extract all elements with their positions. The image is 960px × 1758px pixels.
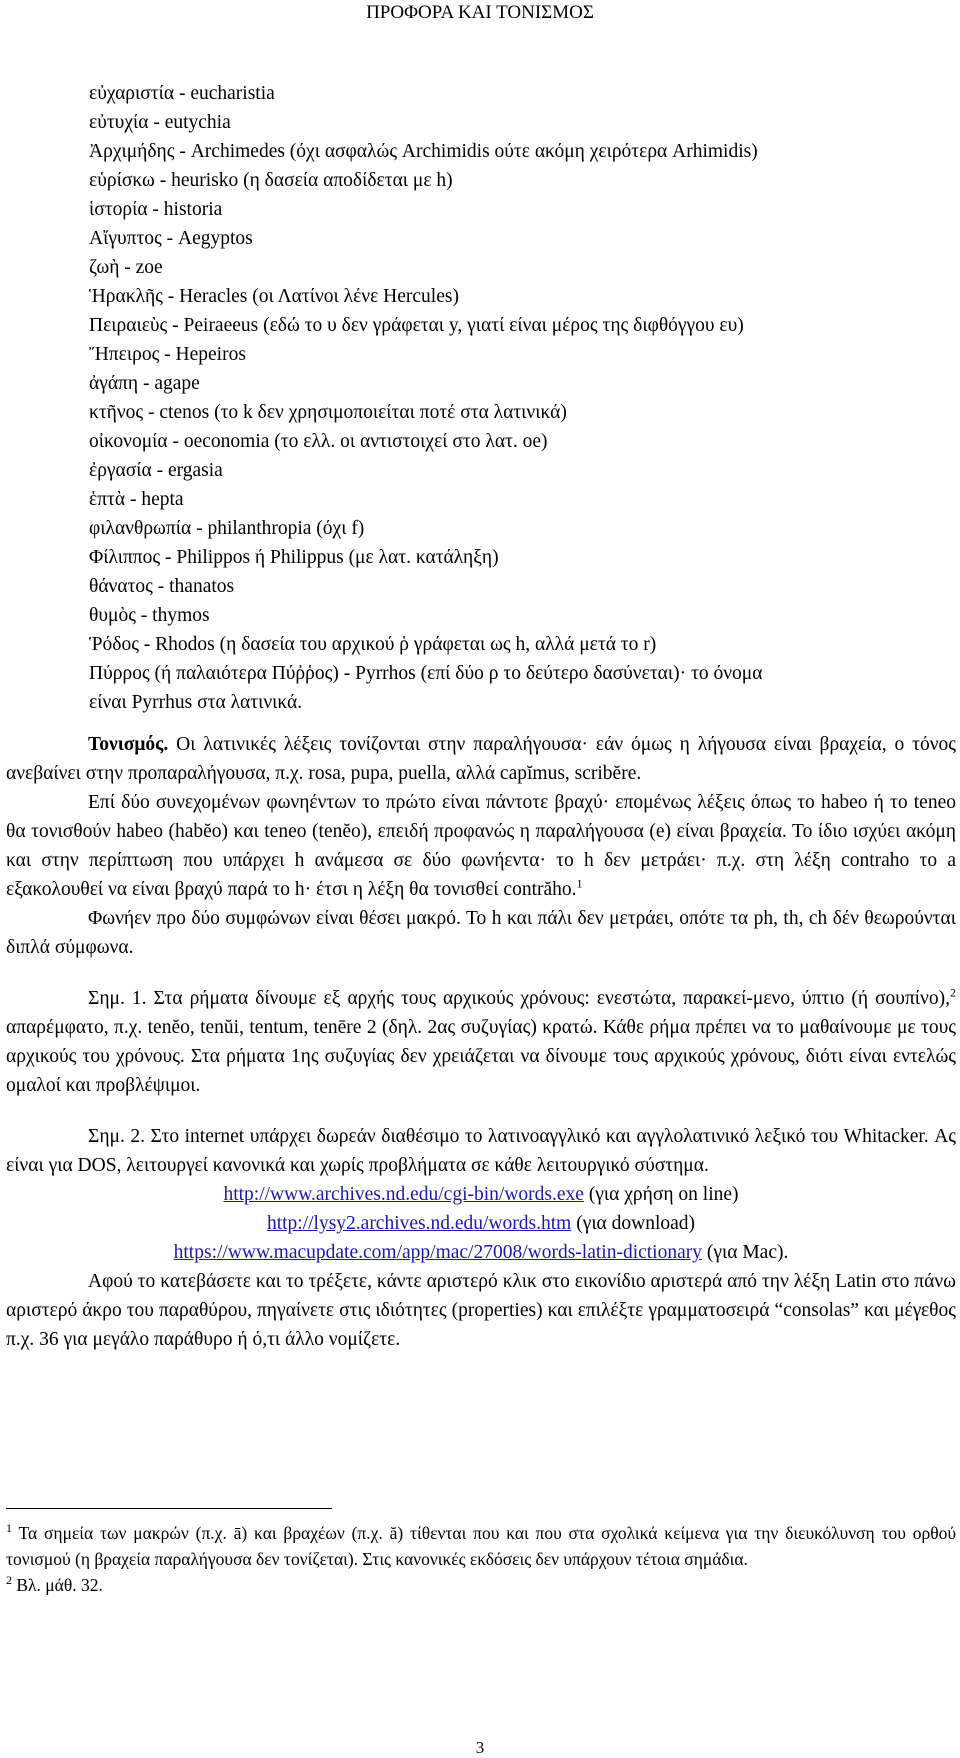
list-item: Ἤπειρος - Hepeiros: [89, 344, 246, 365]
footnote-number: 2: [6, 1573, 12, 1588]
list-item: θάνατος - thanatos: [89, 576, 235, 597]
paragraph-text: Επί δύο συνεχομένων φωνηέντων το πρώτο είναι πάντοτε βραχύ· επομένως λέξεις όπως το habeo ή το teneo θα τονισθούν habeo (habĕo) και teneo (tenĕo), επειδή προφανώς η παραλήγουσα (e) είναι βραχεία. Το ίδιο ισχύει ακόμη και στην περίπτωση που υπάρχει h ανάμεσα σε δύο φωνήεντα· το h δεν μετράει· π.χ. στη λέξη contraho το a εξακολουθεί να είναι βραχύ παρά το h· έτσι η λέξη θα τονισθεί contrăho.: [6, 792, 956, 900]
words-mac-link[interactable]: https://www.macupdate.com/app/mac/27008/words-latin-dictionary: [173, 1242, 702, 1263]
footnote-text: Βλ. μάθ. 32.: [12, 1575, 103, 1595]
link-note: (για Mac).: [702, 1242, 789, 1263]
tonismos-paragraph: [6, 730, 956, 788]
list-item: Αἴγυπτος - Aegyptos: [89, 228, 253, 249]
list-item: κτῆνος - ctenos (το k δεν χρησιμοποιείται ποτέ στα λατινικά): [89, 402, 567, 423]
note-2-paragraph: Σημ. 2. Στο internet υπάρχει δωρεάν διαθέσιμο το λατινοαγγλικό και αγγλολατινικό λεξικό του Whitacker. Ας είναι για DOS, λειτουργεί κανονικά και χωρίς προβλήματα σε κάθε λειτουργικό σύστημα.: [6, 1126, 956, 1176]
list-item: ζωὴ - zoe: [89, 257, 163, 278]
main-text: [6, 730, 956, 1354]
link-line: [6, 1209, 956, 1238]
list-item: ἀγάπη - agape: [89, 373, 200, 394]
list-item: Ἡρακλῆς - Heracles (οι Λατίνοι λένε Hercules): [89, 286, 459, 307]
link-note: (για download): [571, 1213, 696, 1234]
paragraph-text: απαρέμφατο, π.χ. tenĕo, tenŭi, tentum, tenēre 2 (δηλ. 2ας συζυγίας) κρατώ. Κάθε ρήμα πρέπει να το μαθαίνουμε με τους αρχικούς του χρόνους. Στα ρήματα 1ης συζυγίας δεν χρειάζεται να δίνουμε τους αρχικούς χρόνους, διότι είναι εντελώς ομαλοί και προβλέψιμοι.: [6, 1017, 956, 1096]
list-item: Πειραιεὺς - Peiraeeus (εδώ το υ δεν γράφεται y, γιατί είναι μέρος της διφθόγγου ευ): [89, 315, 744, 336]
list-item: ἐργασία - ergasia: [89, 460, 223, 481]
footnote: [6, 1572, 956, 1598]
paragraph-text: Σημ. 1. Στα ρήματα δίνουμε εξ αρχής τους αρχικούς χρόνους: ενεστώτα, παρακεί-μενο, ύπτιο (ή σουπίνο),: [88, 988, 950, 1009]
paragraph: Φωνήεν προ δύο συμφώνων είναι θέσει μακρό. Το h και πάλι δεν μετράει, οπότε τα ph, th, ch δέν θεωρούνται διπλά σύμφωνα.: [6, 908, 956, 958]
list-item: Ἀρχιμήδης - Archimedes (όχι ασφαλώς Archimidis ούτε ακόμη χειρότερα Arhimidis): [89, 141, 758, 162]
link-note: (για χρήση on line): [583, 1184, 739, 1205]
section-heading: Τονισμός.: [88, 734, 169, 755]
link-line: [6, 1238, 956, 1267]
note-1-paragraph: [6, 984, 956, 1100]
list-item: εὐχαριστία - eucharistia: [89, 83, 275, 104]
footnote-ref[interactable]: 1: [576, 876, 583, 891]
words-online-link[interactable]: http://www.archives.nd.edu/cgi-bin/words.exe: [223, 1184, 584, 1205]
running-header: ΠΡΟΦΟΡΑ ΚΑΙ ΤΟΝΙΣΜΟΣ: [366, 2, 594, 23]
list-item: είναι Pyrrhus στα λατινικά.: [89, 692, 303, 713]
list-item: εὑρίσκω - heurisko (η δασεία αποδίδεται με h): [89, 170, 453, 191]
transliteration-list: [89, 79, 949, 717]
list-item: εὐτυχία - eutychia: [89, 112, 231, 133]
paragraph: Αφού το κατεβάσετε και το τρέξετε, κάντε αριστερό κλικ στο εικονίδιο αριστερά από την λέξη Latin στο πάνω αριστερό άκρο του παραθύρου, πηγαίνετε στις ιδιότητες (properties) και επιλέξτε γραμματοσειρά “consolas” και μέγεθος π.χ. 36 για μεγάλο παράθυρο ή ό,τι άλλο νομίζετε.: [6, 1271, 956, 1350]
page-number: 3: [475, 1738, 485, 1757]
footnote-separator: [6, 1508, 332, 1509]
footnote-text: Τα σημεία των μακρών (π.χ. ā) και βραχέων (π.χ. ă) τίθενται που και που στα σχολικά κείμενα για την διευκόλυνση του ορθού τονισμού (η βραχεία παραλήγουσα δεν τονίζεται). Στις κανονικές εκδόσεις δεν υπάρχουν τέτοια σημάδια.: [6, 1523, 956, 1569]
list-item: Ῥόδος - Rhodos (η δασεία του αρχικού ῥ γράφεται ως h, αλλά μετά το r): [89, 634, 657, 655]
footnote-number: 1: [6, 1521, 12, 1536]
list-item: Φίλιππος - Philippos ή Philippus (με λατ. κατάληξη): [89, 547, 499, 568]
footnote-ref[interactable]: 2: [950, 985, 956, 1000]
paragraph: [6, 788, 956, 904]
footnotes: [6, 1520, 956, 1598]
words-download-link[interactable]: http://lysy2.archives.nd.edu/words.htm: [266, 1213, 572, 1234]
footnote: [6, 1520, 956, 1572]
list-item: ἑπτὰ - hepta: [89, 489, 184, 510]
list-item: Πύρρος (ή παλαιότερα Πύῤῥος) - Pyrrhos (επί δύο ρ το δεύτερο δασύνεται)· το όνομα: [89, 663, 763, 684]
paragraph-text: Οι λατινικές λέξεις τονίζονται στην παραλήγουσα· εάν όμως η λήγουσα είναι βραχεία, ο τόνος ανεβαίνει στην προπαραλήγουσα, π.χ. rosa, pupa, puella, αλλά capĭmus, scribĕre.: [6, 734, 956, 784]
list-item: φιλανθρωπία - philanthropia (όχι f): [89, 518, 365, 539]
list-item: θυμὸς - thymos: [89, 605, 210, 626]
list-item: οἰκονομία - oeconomia (το ελλ. οι αντιστοιχεί στο λατ. oe): [89, 431, 548, 452]
list-item: ἱστορία - historia: [89, 199, 223, 220]
link-line: [6, 1180, 956, 1209]
